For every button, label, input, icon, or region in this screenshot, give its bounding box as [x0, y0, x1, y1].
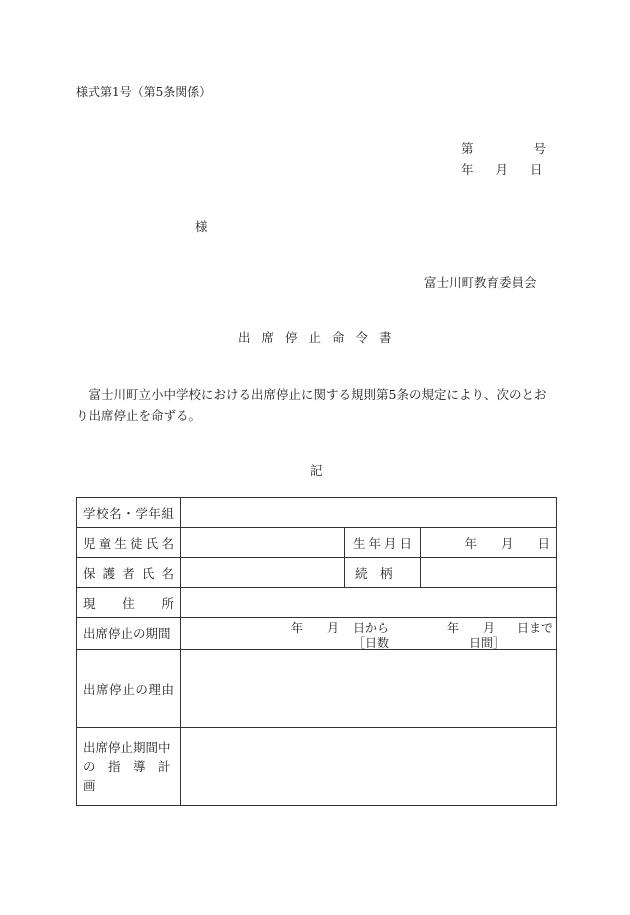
table-row	[77, 558, 557, 588]
form-number-label: 様式第1号（第5条関係）	[76, 85, 212, 99]
table-row	[77, 618, 557, 650]
issue-month: 月	[495, 162, 509, 177]
body-paragraph: 富士川町立小中学校における出席停止に関する規則第5条の規定により、次のとおり出席停止を命ずる。	[76, 387, 547, 423]
school-class-label: 学校名・学年組	[77, 498, 181, 528]
school-class-value	[181, 498, 557, 528]
student-name-label: 児童生徒氏名	[77, 528, 181, 558]
document-title: 出席停止命令書	[238, 330, 403, 345]
ki-label: 記	[310, 463, 323, 478]
period-to-year: 年	[447, 621, 460, 635]
document-number-line	[461, 139, 546, 157]
birthdate-label: 生年月日	[345, 528, 421, 558]
address-label: 現住所	[77, 588, 181, 618]
table-row	[77, 528, 557, 558]
issue-year: 年	[461, 162, 474, 177]
period-from-month: 月	[327, 621, 340, 635]
table-row	[77, 650, 557, 728]
recipient-suffix: 様	[195, 219, 208, 234]
guidance-plan-label-line2: の 指 導 計 画	[83, 759, 184, 793]
relationship-label: 続 柄	[345, 558, 421, 588]
table-row	[77, 728, 557, 806]
table-row	[77, 498, 557, 528]
birthdate-value	[421, 528, 557, 558]
issue-date-line	[461, 160, 543, 178]
relationship-value	[421, 558, 557, 588]
birth-month: 月	[500, 535, 514, 551]
suspension-period-label: 出席停止の期間	[77, 618, 181, 650]
guidance-plan-label	[77, 728, 184, 806]
student-name-value	[181, 528, 345, 558]
birth-year: 年	[464, 535, 477, 551]
guidance-plan-label-line1: 出席停止期間中	[83, 740, 171, 755]
number-prefix: 第	[461, 141, 474, 156]
period-days-close: 日間］	[469, 636, 506, 650]
guidance-plan-value	[181, 728, 557, 806]
period-days-open: ［日数	[353, 636, 390, 650]
suspension-period-value	[181, 618, 557, 650]
period-to-month: 月	[483, 621, 496, 635]
guardian-name-value	[181, 558, 345, 588]
period-to-day: 日まで	[517, 621, 554, 635]
guardian-name-label: 保護者氏名	[77, 558, 181, 588]
order-details-table	[76, 497, 557, 806]
period-from-year: 年	[291, 621, 304, 635]
suspension-reason-value	[181, 650, 557, 728]
address-value	[181, 588, 557, 618]
issue-day: 日	[530, 162, 543, 177]
suspension-reason-label: 出席停止の理由	[77, 650, 181, 728]
period-from-day: 日から	[353, 621, 390, 635]
number-suffix: 号	[533, 141, 547, 156]
table-row	[77, 588, 557, 618]
issuer-name: 富士川町教育委員会	[424, 275, 537, 290]
birth-day: 日	[537, 535, 550, 551]
